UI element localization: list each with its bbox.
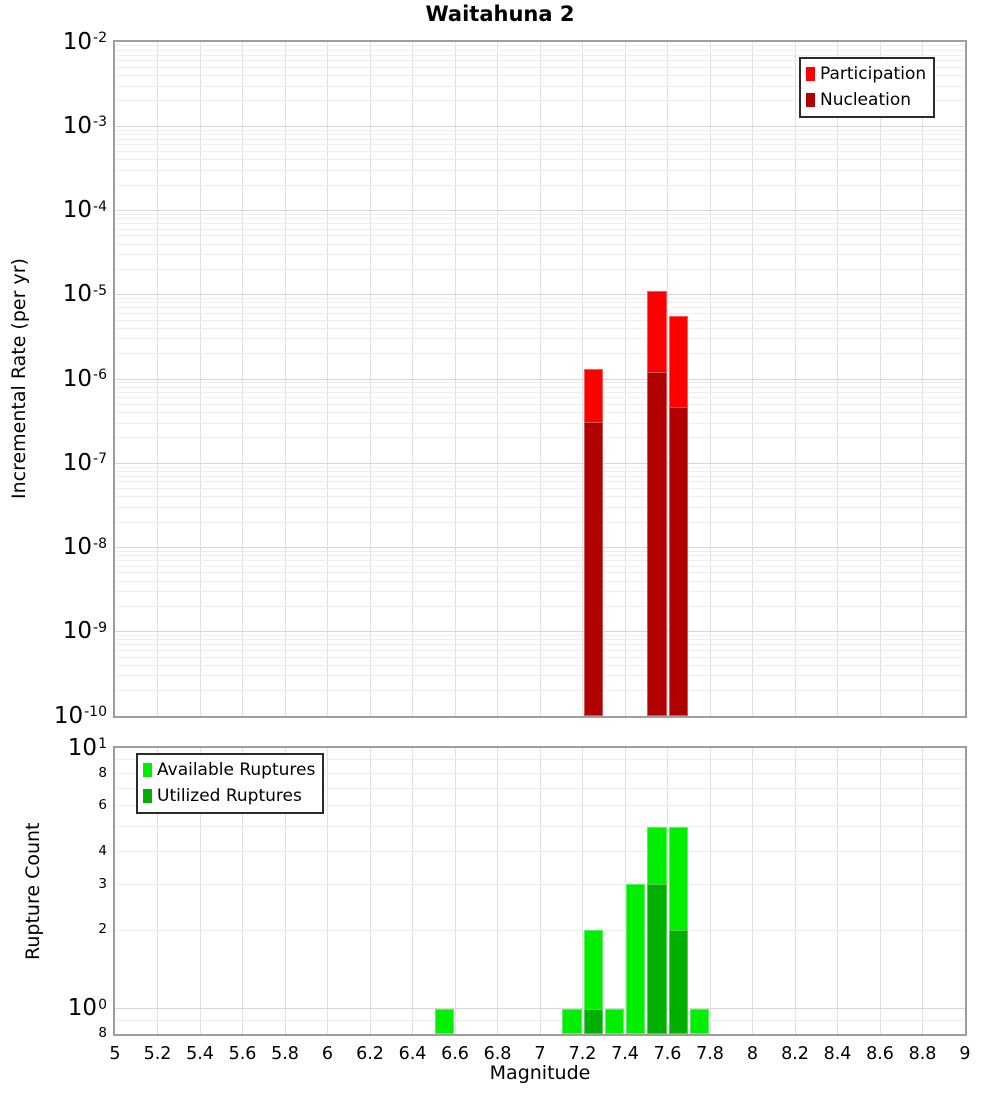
major-gridline	[115, 294, 965, 295]
minor-gridline	[115, 1020, 965, 1021]
minor-gridline	[115, 223, 965, 224]
minor-gridline	[115, 185, 965, 186]
minor-gridline	[115, 328, 965, 329]
x-tick-label: 5.6	[228, 1044, 257, 1064]
minor-gridline	[115, 635, 965, 636]
x-tick-label: 5.2	[143, 1044, 172, 1064]
minor-gridline	[115, 572, 965, 573]
minor-gridline	[115, 214, 965, 215]
minor-gridline	[115, 496, 965, 497]
minor-gridline	[115, 151, 965, 152]
available-ruptures-bar	[435, 1009, 454, 1034]
minor-gridline	[115, 560, 965, 561]
minor-gridline	[115, 423, 965, 424]
count-axis-label: Rupture Count	[22, 822, 44, 960]
x-tick-label: 7.6	[653, 1044, 682, 1064]
minor-gridline	[115, 229, 965, 230]
minor-gridline	[115, 826, 965, 827]
minor-gridline	[115, 522, 965, 523]
nucleation-swatch-icon	[806, 93, 815, 107]
legend-label-utilized-ruptures: Utilized Ruptures	[157, 786, 302, 806]
legend-item-nucleation	[806, 87, 926, 113]
nucleation-bar	[584, 422, 603, 716]
minor-gridline	[115, 644, 965, 645]
utilized-ruptures-bar	[669, 930, 688, 1034]
minor-gridline	[115, 338, 965, 339]
minor-gridline	[115, 382, 965, 383]
minor-gridline	[115, 481, 965, 482]
minor-gridline	[115, 302, 965, 303]
minor-gridline	[115, 930, 965, 931]
x-tick-label: 8.4	[823, 1044, 852, 1064]
available-ruptures-bar	[690, 1009, 709, 1034]
minor-gridline	[115, 690, 965, 691]
minor-gridline	[115, 412, 965, 413]
y-tick-label: 3	[98, 875, 107, 892]
y-tick-label: 4	[98, 843, 107, 859]
legend-item-available-ruptures	[143, 757, 315, 783]
y-tick-label: 10 -5	[62, 281, 107, 308]
major-gridline	[115, 379, 965, 380]
y-tick-label: 8	[98, 1025, 107, 1042]
major-gridline	[115, 126, 965, 127]
y-tick-label: 10 -9	[62, 618, 107, 645]
vertical-gridline	[837, 748, 838, 1034]
major-gridline	[115, 210, 965, 211]
x-tick-label: 6.4	[398, 1044, 427, 1064]
minor-gridline	[115, 471, 965, 472]
minor-gridline	[115, 235, 965, 236]
minor-gridline	[115, 392, 965, 393]
minor-gridline	[115, 397, 965, 398]
vertical-gridline	[752, 748, 753, 1034]
rate-legend	[799, 57, 935, 118]
x-tick-label: 7.4	[611, 1044, 639, 1064]
minor-gridline	[115, 581, 965, 582]
minor-gridline	[115, 606, 965, 607]
y-tick-label: 10 -10	[53, 702, 107, 729]
x-tick-label: 8	[746, 1044, 759, 1064]
minor-gridline	[115, 218, 965, 219]
figure-title: Waitahuna 2	[425, 2, 575, 26]
vertical-gridline	[412, 748, 413, 1034]
x-tick-label: 9	[959, 1044, 971, 1064]
x-tick-label: 8.8	[908, 1044, 937, 1064]
minor-gridline	[115, 307, 965, 308]
participation-swatch-icon	[806, 67, 815, 81]
available-ruptures-swatch-icon	[143, 763, 152, 777]
utilized-ruptures-bar	[647, 884, 666, 1034]
vertical-gridline	[710, 748, 711, 1034]
minor-gridline	[115, 404, 965, 405]
available-ruptures-bar	[626, 884, 645, 1034]
x-tick-label: 7.2	[568, 1044, 597, 1064]
y-tick-label: 2	[98, 921, 107, 938]
minor-gridline	[115, 55, 965, 56]
minor-gridline	[115, 551, 965, 552]
x-tick-label: 6.6	[441, 1044, 469, 1064]
minor-gridline	[115, 130, 965, 131]
y-tick-label: 10 0	[67, 995, 107, 1022]
y-tick-label: 10 -7	[62, 449, 107, 476]
rate-plot	[113, 40, 967, 718]
minor-gridline	[115, 313, 965, 314]
vertical-gridline	[370, 748, 371, 1034]
major-gridline	[115, 463, 965, 464]
major-gridline	[115, 631, 965, 632]
minor-gridline	[115, 639, 965, 640]
vertical-gridline	[540, 748, 541, 1034]
minor-gridline	[115, 170, 965, 171]
minor-gridline	[115, 884, 965, 885]
legend-item-participation	[806, 61, 926, 87]
y-tick-label: 10 -6	[62, 365, 107, 392]
y-tick-label: 10 -4	[62, 197, 107, 223]
minor-gridline	[115, 139, 965, 140]
minor-gridline	[115, 254, 965, 255]
minor-gridline	[115, 387, 965, 388]
x-tick-label: 8.2	[781, 1044, 809, 1064]
x-tick-label: 6	[321, 1044, 334, 1064]
minor-gridline	[115, 269, 965, 270]
y-tick-label: 8	[98, 764, 107, 781]
minor-gridline	[115, 675, 965, 676]
nucleation-bar	[669, 407, 688, 716]
available-ruptures-bar	[605, 1009, 624, 1034]
y-tick-label: 10 1	[67, 734, 107, 761]
minor-gridline	[115, 591, 965, 592]
x-tick-label: 8.6	[866, 1044, 894, 1064]
x-tick-label: 7	[534, 1044, 546, 1064]
vertical-gridline	[497, 748, 498, 1034]
minor-gridline	[115, 244, 965, 245]
minor-gridline	[115, 476, 965, 477]
minor-gridline	[115, 50, 965, 51]
vertical-gridline	[795, 748, 796, 1034]
utilized-ruptures-bar	[584, 1009, 603, 1034]
minor-gridline	[115, 144, 965, 145]
minor-gridline	[115, 134, 965, 135]
minor-gridline	[115, 851, 965, 852]
legend-label-participation: Participation	[820, 64, 927, 84]
minor-gridline	[115, 298, 965, 299]
legend-item-utilized-ruptures	[143, 783, 315, 809]
vertical-gridline	[327, 748, 328, 1034]
nucleation-bar	[647, 372, 666, 716]
x-tick-label: 5	[109, 1044, 121, 1064]
vertical-gridline	[455, 748, 456, 1034]
major-gridline	[115, 1008, 965, 1009]
rate-axis-label: Incremental Rate (per yr)	[8, 258, 30, 500]
minor-gridline	[115, 665, 965, 666]
minor-gridline	[115, 353, 965, 354]
minor-gridline	[115, 555, 965, 556]
minor-gridline	[115, 45, 965, 46]
minor-gridline	[115, 488, 965, 489]
minor-gridline	[115, 507, 965, 508]
minor-gridline	[115, 320, 965, 321]
minor-gridline	[115, 467, 965, 468]
y-tick-label: 10 -8	[62, 534, 107, 560]
major-gridline	[115, 547, 965, 548]
minor-gridline	[115, 437, 965, 438]
vertical-gridline	[880, 748, 881, 1034]
utilized-ruptures-swatch-icon	[143, 789, 152, 803]
minor-gridline	[115, 159, 965, 160]
count-legend	[136, 753, 324, 814]
vertical-gridline	[922, 748, 923, 1034]
minor-gridline	[115, 650, 965, 651]
x-axis-label: Magnitude	[489, 1062, 591, 1084]
x-tick-label: 5.4	[186, 1044, 214, 1064]
y-tick-label: 10 -2	[62, 28, 107, 55]
x-tick-label: 6.8	[483, 1044, 512, 1064]
minor-gridline	[115, 566, 965, 567]
legend-label-nucleation: Nucleation	[820, 90, 912, 110]
minor-gridline	[115, 657, 965, 658]
x-tick-label: 6.2	[356, 1044, 384, 1064]
y-tick-label: 10 -3	[62, 112, 107, 139]
y-tick-label: 6	[98, 797, 107, 814]
legend-label-available-ruptures: Available Ruptures	[157, 760, 316, 780]
x-tick-label: 5.8	[271, 1044, 299, 1064]
x-tick-label: 7.8	[696, 1044, 724, 1064]
available-ruptures-bar	[562, 1009, 581, 1034]
